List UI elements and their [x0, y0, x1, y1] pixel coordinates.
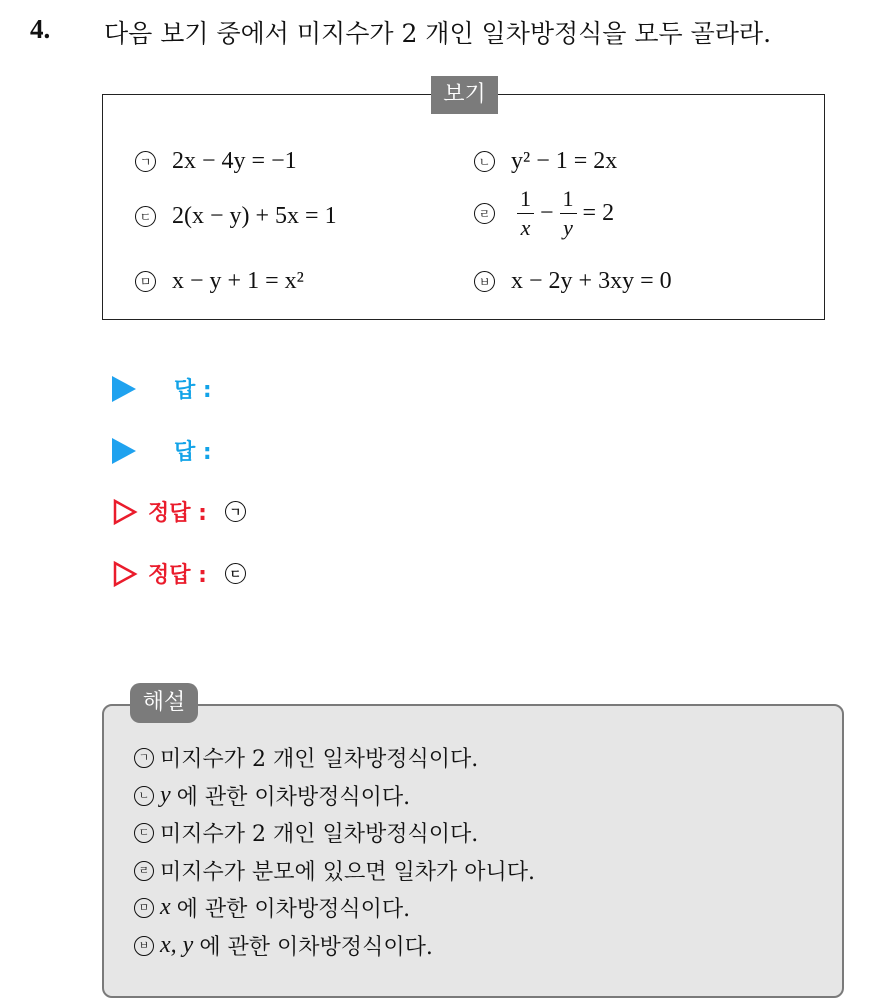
correct-marker: ㄱ: [225, 501, 246, 522]
answer-row-2: [112, 435, 212, 466]
option-marker: ㅂ: [474, 271, 495, 292]
option-expr: y² − 1 = 2x: [511, 148, 618, 174]
explanation-text: 미지수가 2 개인 일차방정식이다.: [160, 747, 479, 772]
explanation-variable: x, y: [160, 932, 194, 958]
explanation-marker: ㄷ: [134, 823, 154, 843]
option-expr: x − y + 1 = x²: [172, 268, 304, 294]
option-2: [474, 148, 617, 175]
explanation-text: 미지수가 분모에 있으면 일차가 아니다.: [160, 860, 535, 885]
explanation-line-2: [134, 780, 410, 811]
question-number: 4.: [30, 14, 51, 44]
fraction-numerator: 1: [560, 188, 577, 214]
option-5: [135, 268, 304, 295]
explanation-text: 에 관한 이차방정식이다.: [176, 897, 411, 922]
option-6: [474, 268, 672, 295]
explanation-text: 에 관한 이차방정식이다.: [176, 785, 411, 810]
option-marker: ㄷ: [135, 206, 156, 227]
option-rest: = 2: [582, 200, 615, 226]
answer-label: 답 :: [174, 378, 212, 403]
answer-row-1: [112, 373, 212, 404]
option-marker: ㄴ: [474, 151, 495, 172]
fraction-numerator: 1: [517, 188, 534, 214]
minus-sign: −: [540, 200, 554, 226]
play-icon: [112, 376, 136, 402]
option-marker: ㄹ: [474, 203, 495, 224]
fraction-denominator: x: [520, 215, 531, 240]
explanation-variable: x: [160, 894, 171, 920]
correct-label: 정답 :: [148, 563, 207, 588]
fraction-2: [560, 188, 577, 239]
explanation-line-4: [134, 855, 535, 886]
play-icon: [112, 438, 136, 464]
correct-row-1: [112, 496, 262, 527]
explanation-label: 해설: [130, 683, 198, 723]
option-4: [474, 188, 614, 239]
answer-label: 답 :: [174, 440, 212, 465]
explanation-marker: ㄹ: [134, 861, 154, 881]
fraction-1: [517, 188, 534, 239]
option-marker: ㄱ: [135, 151, 156, 172]
explanation-text: 미지수가 2 개인 일차방정식이다.: [160, 822, 479, 847]
correct-row-2: [112, 558, 262, 589]
bogi-label: 보기: [431, 76, 498, 114]
explanation-marker: ㄴ: [134, 786, 154, 806]
correct-label: 정답 :: [148, 501, 207, 526]
fraction-denominator: y: [563, 215, 573, 240]
question-text: 다음 보기 중에서 미지수가 2 개인 일차방정식을 모두 골라라.: [104, 19, 772, 48]
explanation-marker: ㄱ: [134, 748, 154, 768]
explanation-line-5: [134, 892, 410, 923]
explanation-variable: y: [160, 782, 171, 808]
explanation-line-3: [134, 817, 478, 848]
outline-triangle-icon: [112, 498, 138, 526]
explanation-line-6: [134, 930, 433, 961]
option-expr: 2(x − y) + 5x = 1: [172, 203, 337, 229]
explanation-marker: ㅁ: [134, 898, 154, 918]
explanation-line-1: [134, 742, 478, 773]
option-3: [135, 203, 337, 230]
option-marker: ㅁ: [135, 271, 156, 292]
explanation-marker: ㅂ: [134, 936, 154, 956]
correct-marker: ㄷ: [225, 563, 246, 584]
option-expr: 2x − 4y = −1: [172, 148, 297, 174]
option-expr: x − 2y + 3xy = 0: [511, 268, 672, 294]
outline-triangle-icon: [112, 560, 138, 588]
explanation-text: 에 관한 이차방정식이다.: [199, 935, 433, 960]
option-1: [135, 148, 297, 175]
